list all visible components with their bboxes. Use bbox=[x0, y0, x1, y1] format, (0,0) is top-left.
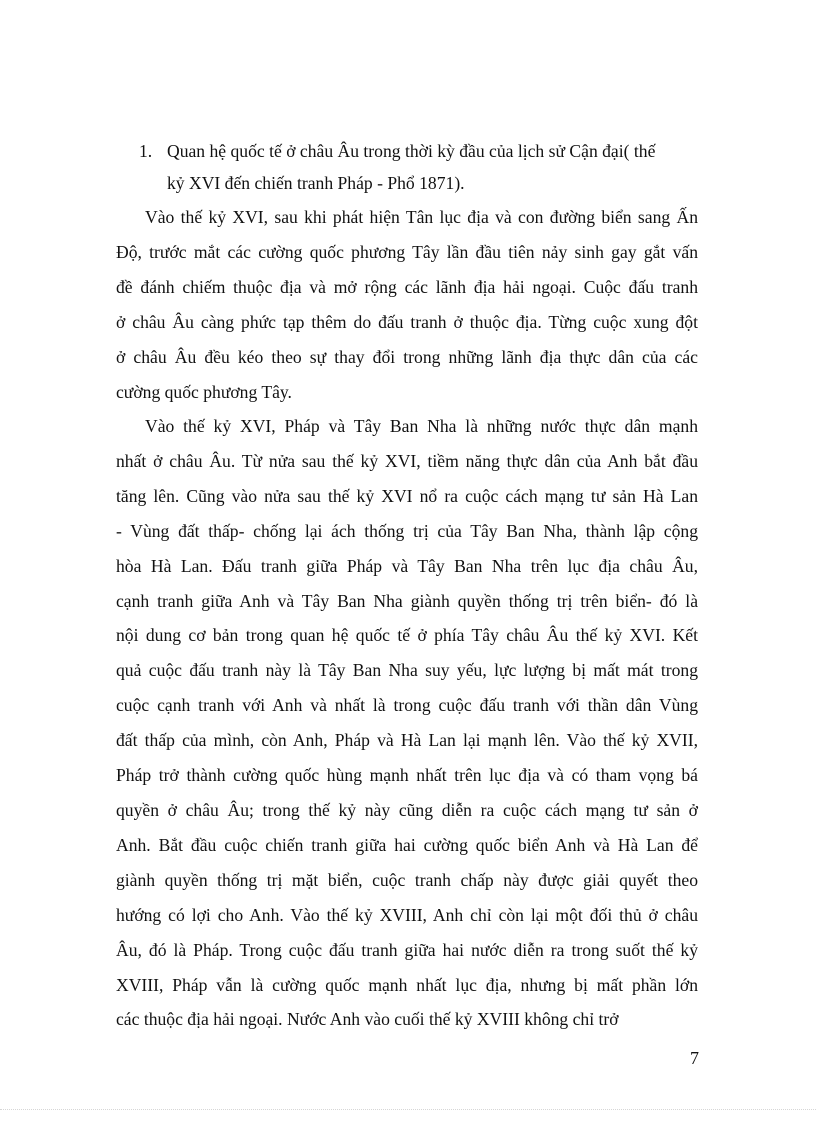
heading-line: kỷ XVI đến chiến tranh Pháp - Phổ 1871). bbox=[167, 173, 465, 193]
paragraph-line: đề đánh chiếm thuộc địa và mở rộng các lãnh địa hải ngoại. Cuộc đấu tranh bbox=[116, 276, 698, 297]
paragraph-line: hướng có lợi cho Anh. Vào thế kỷ XVIII, Anh chỉ còn lại một đối thủ ở châu bbox=[116, 904, 698, 925]
paragraph-2 bbox=[116, 409, 698, 1037]
heading-number: 1. bbox=[139, 141, 153, 161]
paragraph-line: Vào thế kỷ XVI, sau khi phát hiện Tân lục địa và con đường biển sang Ấn bbox=[145, 207, 698, 227]
paragraph-line: Anh. Bắt đầu cuộc chiến tranh giữa hai cường quốc biển Anh và Hà Lan để bbox=[116, 834, 698, 855]
paragraph-line: hòa Hà Lan. Đấu tranh giữa Pháp và Tây Ban Nha trên lục địa châu Âu, bbox=[116, 555, 698, 576]
paragraph-line: - Vùng đất thấp- chống lại ách thống trị của Tây Ban Nha, thành lập cộng bbox=[116, 520, 698, 541]
paragraph-1 bbox=[116, 200, 698, 409]
paragraph-line: cạnh tranh giữa Anh và Tây Ban Nha giành quyền thống trị trên biển- đó là bbox=[116, 590, 698, 611]
paragraph-line: nhất ở châu Âu. Từ nửa sau thế kỷ XVI, tiềm năng thực dân của Anh bắt đầu bbox=[116, 450, 698, 471]
paragraph-line: Độ, trước mắt các cường quốc phương Tây lần đầu tiên nảy sinh gay gắt vấn bbox=[116, 241, 698, 262]
paragraph-line: XVIII, Pháp vẫn là cường quốc mạnh nhất lục địa, nhưng bị mất phần lớn bbox=[116, 974, 698, 995]
paragraph-line: ở châu Âu đều kéo theo sự thay đổi trong những lãnh địa thực dân của các bbox=[116, 346, 698, 367]
paragraph-line: đất thấp của mình, còn Anh, Pháp và Hà Lan lại mạnh lên. Vào thế kỷ XVII, bbox=[116, 730, 698, 751]
paragraph-line: quả cuộc đấu tranh này là Tây Ban Nha suy yếu, lực lượng bị mất mát trong bbox=[116, 660, 698, 681]
section-heading bbox=[139, 135, 699, 199]
paragraph-line: ở châu Âu càng phức tạp thêm do đấu tranh ở thuộc địa. Từng cuộc xung đột bbox=[116, 311, 698, 332]
paragraph-line: Âu, đó là Pháp. Trong cuộc đấu tranh giữa hai nước diễn ra trong suốt thế kỷ bbox=[116, 939, 698, 960]
paragraph-line: cuộc cạnh tranh với Anh và nhất là trong cuộc đấu tranh với thần dân Vùng bbox=[116, 695, 698, 716]
paragraph-line: các thuộc địa hải ngoại. Nước Anh vào cuối thế kỷ XVIII không chỉ trở bbox=[116, 1009, 619, 1030]
heading-line: Quan hệ quốc tế ở châu Âu trong thời kỳ đầu của lịch sử Cận đại( thế bbox=[167, 141, 656, 161]
paragraph-line: cường quốc phương Tây. bbox=[116, 381, 292, 402]
paragraph-line: nội dung cơ bản trong quan hệ quốc tế ở phía Tây châu Âu thế kỷ XVI. Kết bbox=[116, 625, 698, 646]
paragraph-line: quyền ở châu Âu; trong thế kỷ này cũng diễn ra cuộc cách mạng tư sản ở bbox=[116, 799, 698, 820]
page-number: 7 bbox=[690, 1048, 699, 1068]
paragraph-line: giành quyền thống trị mặt biển, cuộc tranh chấp này được giải quyết theo bbox=[116, 869, 698, 890]
paragraph-line: Pháp trở thành cường quốc hùng mạnh nhất trên lục địa và có tham vọng bá bbox=[116, 765, 698, 786]
paragraph-line: tăng lên. Cũng vào nửa sau thế kỷ XVI nổ ra cuộc cách mạng tư sản Hà Lan bbox=[116, 485, 698, 506]
paragraph-line: Vào thế kỷ XVI, Pháp và Tây Ban Nha là những nước thực dân mạnh bbox=[145, 416, 698, 436]
footer-divider bbox=[0, 1109, 816, 1110]
